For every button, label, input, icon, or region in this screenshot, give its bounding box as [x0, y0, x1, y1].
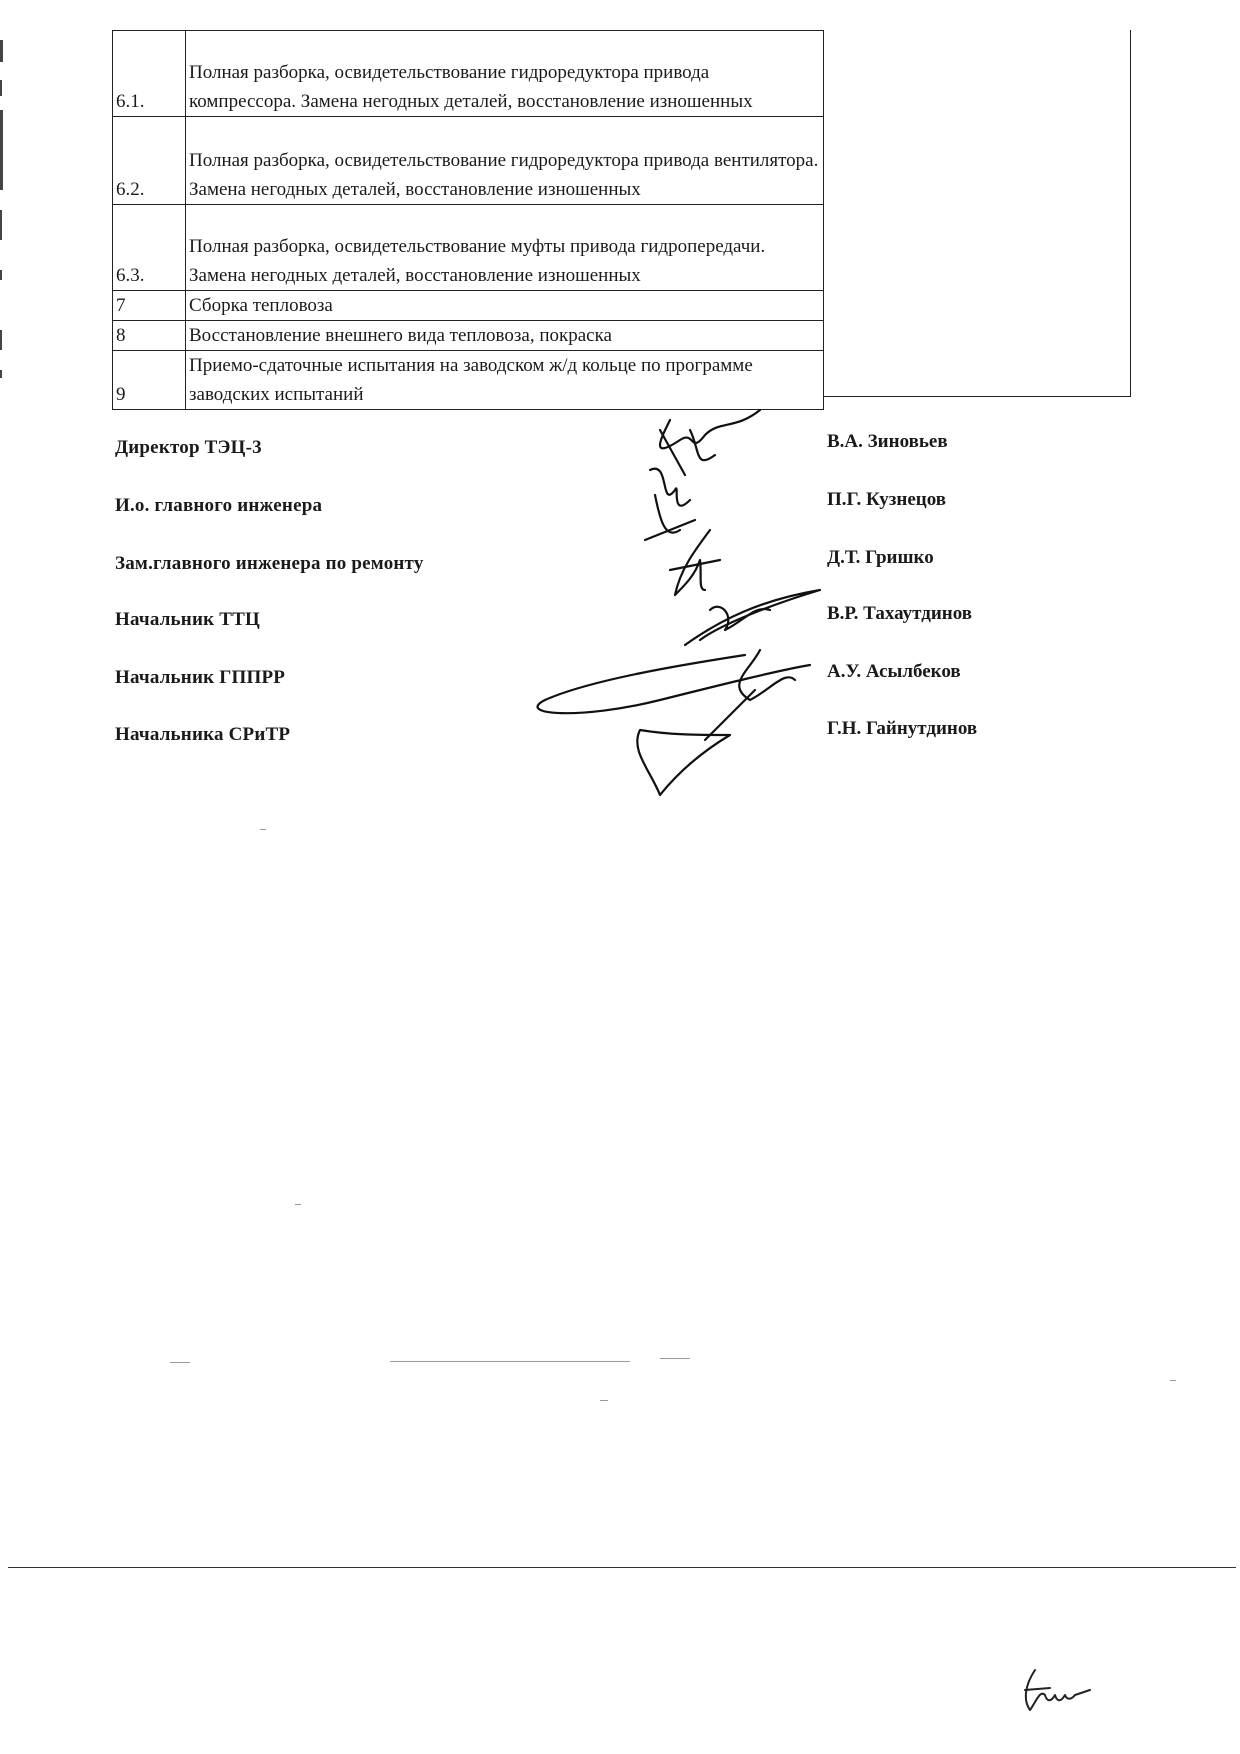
- signatory-position: Зам.главного инженера по ремонту: [115, 553, 424, 574]
- signatory-name: Д.Т. Гришко: [827, 547, 934, 568]
- row-description: Полная разборка, освидетельствование муфты привода гидропередачи. Замена негодных деталей, восстановление изношенных: [186, 205, 824, 291]
- table-row: [113, 205, 824, 291]
- row-description: Восстановление внешнего вида тепловоза, покраска: [186, 321, 824, 351]
- signatory-position: И.о. главного инженера: [115, 495, 323, 516]
- table-row: [113, 291, 824, 321]
- signatory-position: Начальника СРиТР: [115, 724, 291, 745]
- signatory-position: Начальник ТТЦ: [115, 609, 260, 630]
- scan-edge-marks: [0, 30, 6, 390]
- signatory-name: В.А. Зиновьев: [827, 431, 948, 452]
- table-row: [113, 321, 824, 351]
- row-description: Приемо-сдаточные испытания на заводском ж/д кольце по программе заводских испытаний: [186, 351, 824, 410]
- page-divider-line: [8, 1567, 1236, 1568]
- row-description: Полная разборка, освидетельствование гидроредуктора привода вентилятора. Замена негодных деталей, восстановление изношенных: [186, 117, 824, 205]
- row-number: 8: [113, 321, 186, 351]
- row-number: 7: [113, 291, 186, 321]
- signatory-name: Г.Н. Гайнутдинов: [827, 718, 978, 739]
- row-number: 9: [113, 351, 186, 410]
- table-right-column: [824, 30, 1131, 397]
- signatory-name: А.У. Асылбеков: [827, 661, 961, 682]
- row-number: 6.3.: [113, 205, 186, 291]
- row-number: 6.2.: [113, 117, 186, 205]
- signatory-position: Начальник ГППРР: [115, 667, 286, 688]
- signatory-name: В.Р. Тахаутдинов: [827, 603, 973, 624]
- handwritten-signatures: [520, 400, 850, 800]
- table-row: [113, 117, 824, 205]
- row-description: Полная разборка, освидетельствование гидроредуктора привода компрессора. Замена негодных деталей, восстановление изношенных: [186, 31, 824, 117]
- row-description: Сборка тепловоза: [186, 291, 824, 321]
- signatory-name: П.Г. Кузнецов: [827, 489, 947, 510]
- row-number: 6.1.: [113, 31, 186, 117]
- handwritten-initials: [1015, 1660, 1125, 1720]
- table-row: [113, 31, 824, 117]
- signatory-position: Директор ТЭЦ-3: [115, 437, 262, 458]
- work-table: [112, 30, 824, 410]
